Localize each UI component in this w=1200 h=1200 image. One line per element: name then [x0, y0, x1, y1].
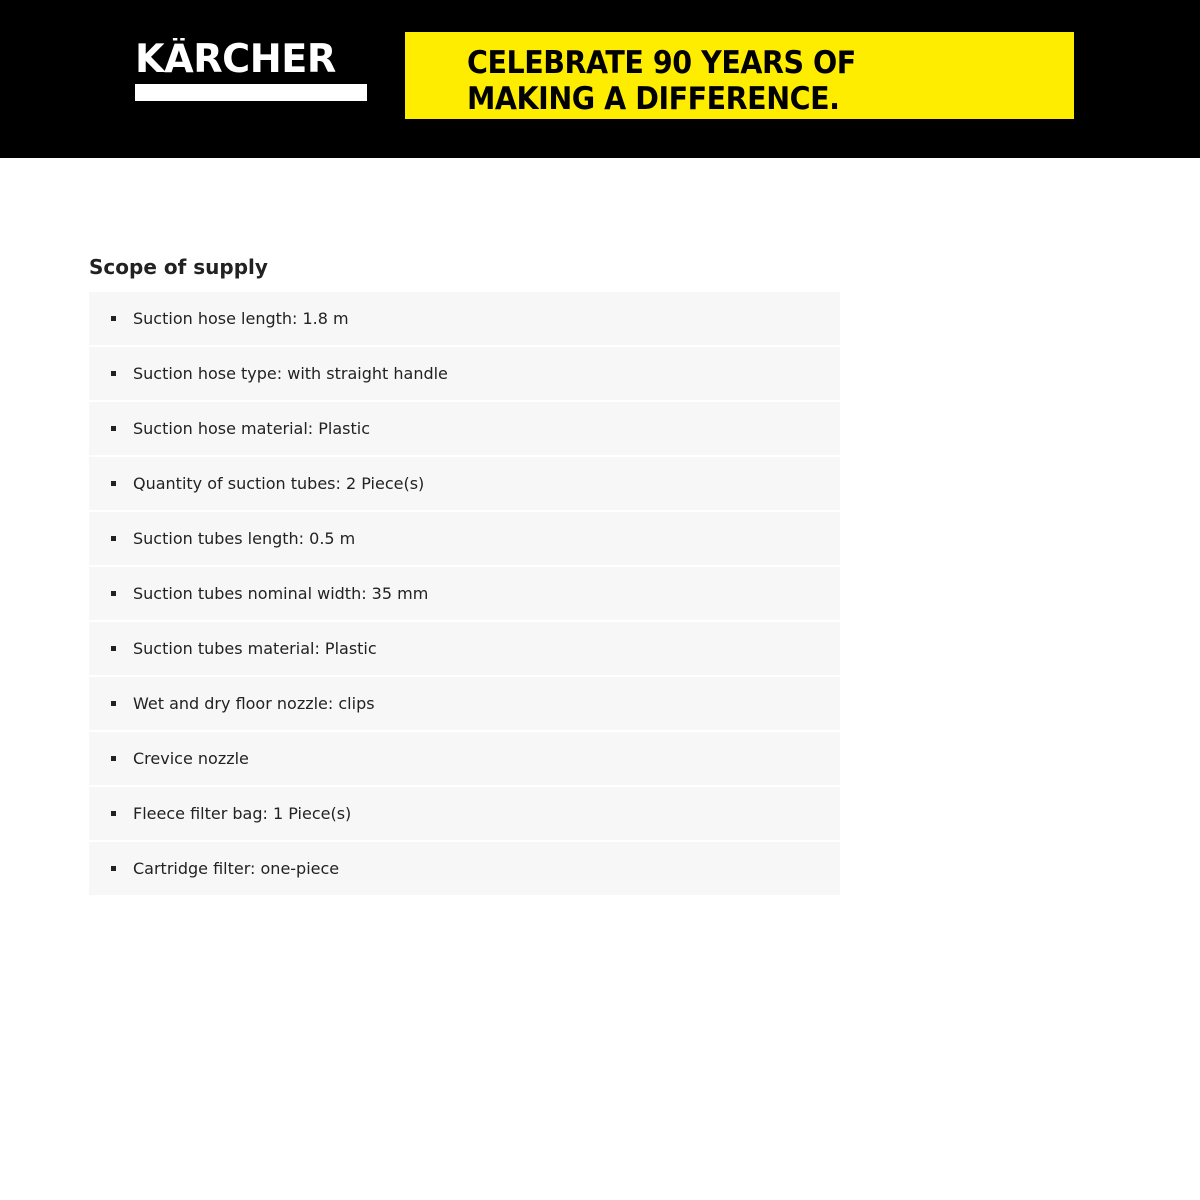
list-item [89, 512, 840, 565]
bullet-icon [111, 591, 116, 596]
list-item [89, 402, 840, 455]
list-item [89, 677, 840, 730]
bullet-icon [111, 481, 116, 486]
logo-wordmark: KÄRCHER [135, 38, 336, 82]
list-item [89, 457, 840, 510]
bullet-icon [111, 811, 116, 816]
bullet-icon [111, 316, 116, 321]
banner-line-2: MAKING A DIFFERENCE. [467, 81, 840, 117]
bullet-icon [111, 756, 116, 761]
anniversary-banner[interactable] [405, 32, 1074, 119]
bullet-icon [111, 371, 116, 376]
bullet-icon [111, 646, 116, 651]
bullet-icon [111, 426, 116, 431]
list-item-text: Suction tubes length: 0.5 m [133, 529, 356, 548]
list-item-text: Suction tubes nominal width: 35 mm [133, 584, 429, 603]
list-item [89, 347, 840, 400]
list-item [89, 292, 840, 345]
list-item-text: Suction hose material: Plastic [133, 419, 371, 438]
list-item-text: Fleece filter bag: 1 Piece(s) [133, 804, 352, 823]
list-item [89, 842, 840, 895]
list-item [89, 787, 840, 840]
list-item-text: Crevice nozzle [133, 749, 249, 768]
karcher-logo[interactable] [135, 38, 367, 104]
list-item-text: Quantity of suction tubes: 2 Piece(s) [133, 474, 425, 493]
list-item [89, 622, 840, 675]
bullet-icon [111, 536, 116, 541]
logo-underline-bar [135, 84, 367, 101]
banner-line-1: CELEBRATE 90 YEARS OF [467, 45, 856, 81]
scope-of-supply-list [89, 292, 840, 897]
list-item-text: Suction tubes material: Plastic [133, 639, 377, 658]
bullet-icon [111, 701, 116, 706]
list-item [89, 567, 840, 620]
list-item-text: Suction hose type: with straight handle [133, 364, 448, 383]
scope-of-supply-title: Scope of supply [89, 255, 268, 279]
list-item-text: Cartridge filter: one-piece [133, 859, 340, 878]
bullet-icon [111, 866, 116, 871]
list-item-text: Suction hose length: 1.8 m [133, 309, 349, 328]
list-item [89, 732, 840, 785]
site-header [0, 0, 1200, 158]
list-item-text: Wet and dry floor nozzle: clips [133, 694, 375, 713]
